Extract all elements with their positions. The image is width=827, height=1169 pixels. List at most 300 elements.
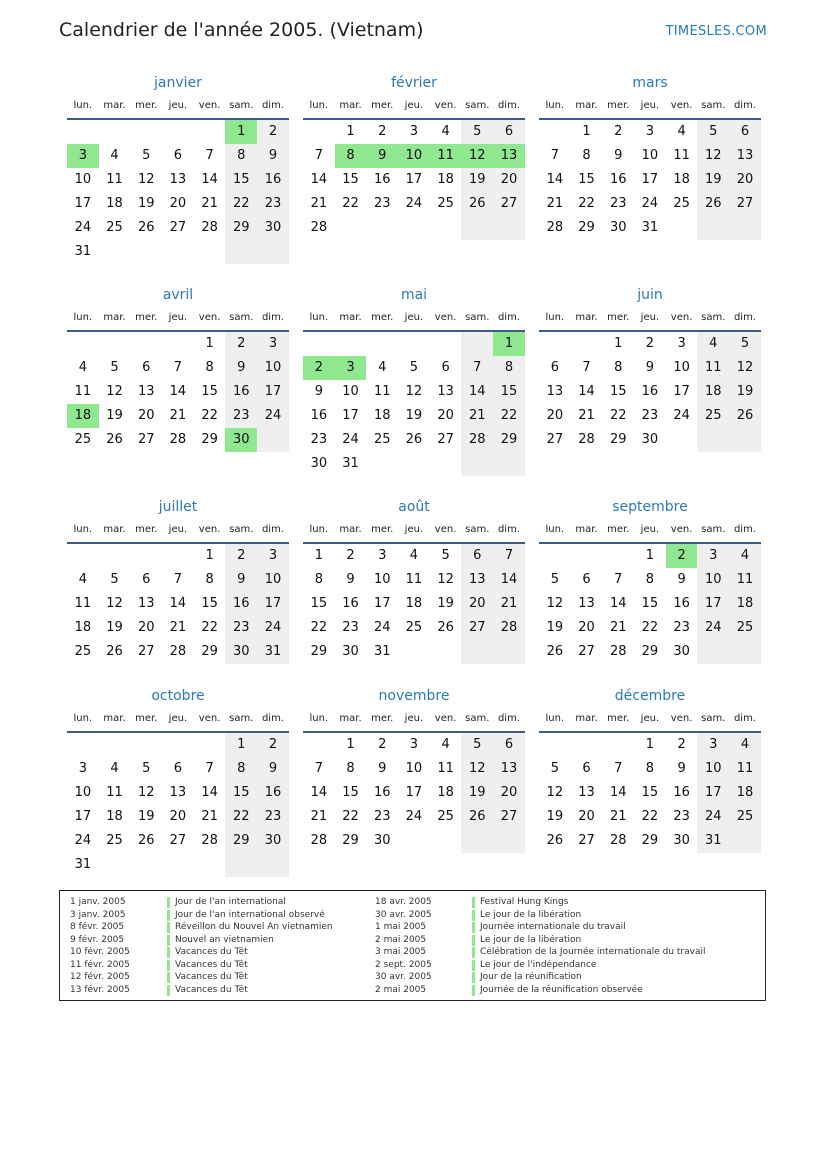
day-cell: 9 xyxy=(257,144,289,168)
day-cell: 26 xyxy=(106,432,123,447)
legend-color-bar xyxy=(167,935,170,946)
day-cell: 4 xyxy=(729,733,761,757)
day-cell: 21 xyxy=(546,196,564,211)
day-cell: 8 xyxy=(582,148,591,163)
day-cell: 27 xyxy=(169,220,187,235)
legend-row xyxy=(375,971,705,984)
empty-cell xyxy=(303,120,335,144)
day-cell: 20 xyxy=(437,408,454,423)
legend-color-bar xyxy=(167,947,170,958)
day-cell: 27 xyxy=(137,432,155,447)
day-cell: 28 xyxy=(609,644,627,659)
weekday-header xyxy=(303,306,525,332)
day-cell: 30 xyxy=(257,216,289,240)
day-cell: 3 xyxy=(257,332,289,356)
day-cell: 25 xyxy=(74,432,92,447)
day-cell: 29 xyxy=(225,829,257,853)
empty-cell xyxy=(99,332,131,356)
day-cell: 5 xyxy=(461,120,493,144)
day-cell: 2 xyxy=(225,332,257,356)
day-cell: 14 xyxy=(609,785,627,800)
day-cell: 17 xyxy=(697,592,729,616)
day-cell: 20 xyxy=(137,408,155,423)
day-cell: 21 xyxy=(201,196,218,211)
day-cell: 7 xyxy=(173,360,183,375)
empty-cell xyxy=(303,332,335,356)
weekday-header xyxy=(303,94,525,120)
weekday-label: sam. xyxy=(229,524,254,535)
empty-cell xyxy=(666,216,698,240)
day-cell: 6 xyxy=(173,761,183,776)
day-cell: 19 xyxy=(546,809,564,824)
day-cell: 31 xyxy=(373,644,391,659)
day-cell: 19 xyxy=(137,809,155,824)
weekday-label: mer. xyxy=(135,312,158,323)
legend-row xyxy=(70,896,333,909)
day-grid xyxy=(303,120,525,240)
day-cell: 8 xyxy=(614,360,623,375)
weekday-label: sam. xyxy=(229,312,254,323)
day-cell: 16 xyxy=(342,596,359,611)
day-cell: 15 xyxy=(225,168,257,192)
day-cell: 11 xyxy=(373,384,391,399)
empty-cell xyxy=(602,544,634,568)
day-cell: 13 xyxy=(729,144,761,168)
legend-row xyxy=(70,909,333,922)
day-cell: 5 xyxy=(142,761,151,776)
day-cell: 17 xyxy=(405,172,423,187)
empty-cell xyxy=(461,452,493,476)
legend-color-bar xyxy=(472,922,475,933)
day-cell: 26 xyxy=(546,644,564,659)
day-cell: 4 xyxy=(409,548,419,563)
month-name: avril xyxy=(162,287,194,303)
day-cell: 1 xyxy=(205,336,214,351)
day-cell: 12 xyxy=(546,785,564,800)
day-cell: 25 xyxy=(729,805,761,829)
weekday-label: dim. xyxy=(733,100,756,111)
day-cell: 23 xyxy=(609,196,627,211)
empty-cell xyxy=(461,829,493,853)
day-cell: 30 xyxy=(673,833,690,848)
day-cell: 12 xyxy=(106,596,123,611)
day-cell: 29 xyxy=(609,432,627,447)
day-cell: 15 xyxy=(578,172,595,187)
day-cell: 9 xyxy=(677,572,686,587)
day-cell: 10 xyxy=(697,568,729,592)
weekday-label: dim. xyxy=(261,312,284,323)
weekday-label: sam. xyxy=(465,713,490,724)
day-cell: 7 xyxy=(493,544,525,568)
day-cell: 10 xyxy=(673,360,690,375)
day-cell: 2 xyxy=(378,737,387,752)
day-grid xyxy=(67,544,289,664)
day-cell: 13 xyxy=(137,596,155,611)
legend-row xyxy=(375,946,705,959)
weekday-label: jeu. xyxy=(168,713,188,724)
legend-holiday-name: Célébration de la Journée internationale du travail xyxy=(480,947,706,957)
weekday-label: lun. xyxy=(73,524,93,535)
day-cell: 3 xyxy=(645,124,655,139)
legend-holiday-name: Journée internationale du travail xyxy=(480,922,626,932)
legend-holiday-name: Festival Hung Kings xyxy=(480,897,569,907)
empty-cell xyxy=(257,428,289,452)
day-grid xyxy=(539,544,761,664)
day-cell: 15 xyxy=(201,384,218,399)
day-cell: 23 xyxy=(673,809,690,824)
legend-color-bar xyxy=(167,922,170,933)
day-cell: 8 xyxy=(645,572,655,587)
legend-color-bar xyxy=(472,960,475,971)
weekday-label: lun. xyxy=(309,524,329,535)
empty-cell xyxy=(461,332,493,356)
day-cell: 21 xyxy=(310,196,328,211)
day-cell: 8 xyxy=(225,144,257,168)
weekday-label: mer. xyxy=(607,100,630,111)
month-block xyxy=(539,72,761,240)
day-cell: 27 xyxy=(578,644,595,659)
empty-cell xyxy=(99,120,131,144)
day-cell: 4 xyxy=(441,124,450,139)
day-cell: 12 xyxy=(437,572,454,587)
weekday-label: mar. xyxy=(575,524,598,535)
weekday-label: jeu. xyxy=(168,524,188,535)
day-cell: 26 xyxy=(729,404,761,428)
weekday-label: mer. xyxy=(607,524,630,535)
page-title: Calendrier de l'année 2005. (Vietnam) xyxy=(59,19,424,41)
day-grid xyxy=(303,733,525,853)
legend-date: 13 févr. 2005 xyxy=(70,984,130,995)
day-cell: 1 xyxy=(614,336,623,351)
day-cell: 18 xyxy=(729,781,761,805)
empty-cell xyxy=(461,216,493,240)
day-cell: 29 xyxy=(201,432,218,447)
legend-color-bar xyxy=(167,897,170,908)
day-cell: 18 xyxy=(106,809,123,824)
weekday-label: mer. xyxy=(607,312,630,323)
day-cell: 29 xyxy=(641,833,659,848)
day-cell: 22 xyxy=(641,620,659,635)
day-cell: 5 xyxy=(110,572,119,587)
empty-cell xyxy=(398,640,430,664)
weekday-label: mer. xyxy=(371,100,394,111)
empty-cell xyxy=(539,544,571,568)
day-cell: 5 xyxy=(441,548,450,563)
legend-color-bar xyxy=(472,985,475,996)
day-cell: 11 xyxy=(437,761,454,776)
legend-holiday-name: Réveillon du Nouvel An vietnamien xyxy=(175,922,333,932)
day-cell: 20 xyxy=(546,408,564,423)
empty-cell xyxy=(130,733,162,757)
day-cell: 27 xyxy=(461,616,493,640)
weekday-label: mar. xyxy=(575,713,598,724)
day-grid xyxy=(303,544,525,664)
empty-cell xyxy=(162,853,194,877)
day-cell: 17 xyxy=(257,380,289,404)
weekday-label: ven. xyxy=(198,524,221,535)
day-cell: 19 xyxy=(405,408,423,423)
day-cell: 10 xyxy=(641,148,659,163)
day-cell: 7 xyxy=(614,761,623,776)
day-cell: 22 xyxy=(641,809,659,824)
day-cell: 19 xyxy=(697,168,729,192)
day-cell: 29 xyxy=(578,220,595,235)
day-cell: 24 xyxy=(257,404,289,428)
day-cell: 31 xyxy=(641,220,659,235)
day-cell: 28 xyxy=(169,644,187,659)
day-cell: 10 xyxy=(74,785,92,800)
weekday-label: ven. xyxy=(670,100,693,111)
month-block xyxy=(539,284,761,452)
day-cell: 11 xyxy=(405,572,423,587)
day-cell: 9 xyxy=(225,568,257,592)
day-cell: 10 xyxy=(697,757,729,781)
day-cell: 4 xyxy=(441,737,450,752)
day-cell: 9 xyxy=(645,360,655,375)
legend-color-bar xyxy=(167,972,170,983)
day-cell: 20 xyxy=(169,809,187,824)
empty-cell xyxy=(67,544,99,568)
day-cell: 2 xyxy=(346,548,355,563)
day-cell: 9 xyxy=(366,144,398,168)
day-cell: 7 xyxy=(314,148,323,163)
day-cell: 13 xyxy=(169,172,187,187)
day-cell: 27 xyxy=(137,644,155,659)
day-cell: 13 xyxy=(461,568,493,592)
day-cell: 23 xyxy=(373,809,391,824)
day-cell: 13 xyxy=(169,785,187,800)
empty-cell xyxy=(335,332,367,356)
weekday-label: mar. xyxy=(339,100,362,111)
day-cell: 30 xyxy=(225,428,257,452)
day-cell: 10 xyxy=(373,572,391,587)
day-cell: 15 xyxy=(609,384,627,399)
empty-cell xyxy=(430,640,462,664)
day-cell: 5 xyxy=(550,761,559,776)
day-cell: 11 xyxy=(729,568,761,592)
weekday-header xyxy=(539,707,761,733)
month-block xyxy=(67,284,289,452)
empty-cell xyxy=(398,829,430,853)
day-cell: 7 xyxy=(314,761,323,776)
empty-cell xyxy=(571,332,603,356)
weekday-label: lun. xyxy=(545,713,565,724)
day-cell: 27 xyxy=(437,432,454,447)
legend-date: 9 févr. 2005 xyxy=(70,934,125,945)
day-cell: 7 xyxy=(173,572,183,587)
holiday-legend xyxy=(59,890,766,1001)
day-cell: 10 xyxy=(74,172,92,187)
weekday-label: sam. xyxy=(701,713,726,724)
day-cell: 24 xyxy=(342,432,359,447)
weekday-label: mar. xyxy=(575,100,598,111)
day-cell: 30 xyxy=(342,644,359,659)
day-cell: 21 xyxy=(201,809,218,824)
day-cell: 6 xyxy=(142,360,151,375)
month-name: novembre xyxy=(378,688,450,704)
day-cell: 21 xyxy=(578,408,595,423)
month-block xyxy=(67,72,289,264)
legend-row xyxy=(70,946,333,959)
day-cell: 11 xyxy=(729,757,761,781)
legend-row xyxy=(70,971,333,984)
legend-date: 8 févr. 2005 xyxy=(70,922,125,932)
weekday-label: mer. xyxy=(371,312,394,323)
empty-cell xyxy=(430,216,462,240)
empty-cell xyxy=(257,853,289,877)
legend-date: 2 sept. 2005 xyxy=(375,959,432,970)
weekday-label: jeu. xyxy=(640,312,660,323)
day-cell: 7 xyxy=(205,148,214,163)
day-cell: 10 xyxy=(342,384,359,399)
day-cell: 4 xyxy=(697,332,729,356)
day-cell: 27 xyxy=(546,432,564,447)
day-cell: 22 xyxy=(493,404,525,428)
empty-cell xyxy=(729,216,761,240)
day-cell: 16 xyxy=(609,172,627,187)
weekday-label: mar. xyxy=(103,312,126,323)
day-cell: 23 xyxy=(641,408,659,423)
weekday-label: jeu. xyxy=(640,100,660,111)
day-cell: 29 xyxy=(201,644,218,659)
empty-cell xyxy=(162,733,194,757)
day-cell: 24 xyxy=(697,805,729,829)
day-cell: 3 xyxy=(409,124,419,139)
day-grid xyxy=(67,733,289,877)
day-cell: 8 xyxy=(225,757,257,781)
day-cell: 11 xyxy=(673,148,690,163)
day-cell: 27 xyxy=(169,833,187,848)
day-cell: 16 xyxy=(373,785,391,800)
day-cell: 14 xyxy=(546,172,564,187)
day-cell: 2 xyxy=(225,544,257,568)
day-cell: 6 xyxy=(461,544,493,568)
day-cell: 18 xyxy=(437,172,454,187)
day-cell: 17 xyxy=(373,596,391,611)
day-cell: 3 xyxy=(677,336,686,351)
day-cell: 23 xyxy=(257,192,289,216)
month-name: juin xyxy=(637,287,663,303)
day-cell: 27 xyxy=(493,805,525,829)
legend-date: 2 mai 2005 xyxy=(375,934,427,945)
empty-cell xyxy=(130,853,162,877)
legend-column-left xyxy=(70,896,333,996)
legend-color-bar xyxy=(167,910,170,921)
day-cell: 26 xyxy=(461,805,493,829)
empty-cell xyxy=(602,733,634,757)
day-cell: 3 xyxy=(378,548,387,563)
day-cell: 15 xyxy=(225,781,257,805)
empty-cell xyxy=(430,452,462,476)
weekday-label: ven. xyxy=(670,713,693,724)
legend-color-bar xyxy=(472,897,475,908)
weekday-label: ven. xyxy=(198,100,221,111)
empty-cell xyxy=(398,216,430,240)
weekday-label: sam. xyxy=(701,312,726,323)
day-cell: 29 xyxy=(342,833,359,848)
day-cell: 28 xyxy=(169,432,187,447)
empty-cell xyxy=(162,240,194,264)
day-cell: 8 xyxy=(205,572,214,587)
day-cell: 9 xyxy=(257,757,289,781)
legend-date: 1 janv. 2005 xyxy=(70,897,126,907)
day-cell: 19 xyxy=(729,380,761,404)
day-cell: 11 xyxy=(430,144,462,168)
day-cell: 17 xyxy=(74,196,92,211)
empty-cell xyxy=(493,216,525,240)
site-link[interactable]: TIMESLES.COM xyxy=(665,24,767,39)
weekday-label: dim. xyxy=(497,100,520,111)
legend-holiday-name: Journée de la réunification observée xyxy=(480,984,643,995)
day-cell: 14 xyxy=(609,596,627,611)
empty-cell xyxy=(729,829,761,853)
day-cell: 15 xyxy=(342,785,359,800)
day-cell: 5 xyxy=(142,148,151,163)
day-cell: 15 xyxy=(641,596,659,611)
day-cell: 17 xyxy=(405,785,423,800)
day-cell: 1 xyxy=(645,548,655,563)
day-cell: 23 xyxy=(225,616,257,640)
weekday-label: ven. xyxy=(198,713,221,724)
day-cell: 16 xyxy=(257,168,289,192)
day-cell: 20 xyxy=(137,620,155,635)
legend-row xyxy=(375,909,705,922)
day-cell: 13 xyxy=(493,757,525,781)
weekday-label: lun. xyxy=(73,100,93,111)
day-cell: 16 xyxy=(310,408,328,423)
weekday-label: mar. xyxy=(103,524,126,535)
empty-cell xyxy=(697,640,729,664)
day-cell: 1 xyxy=(645,737,655,752)
day-cell: 24 xyxy=(405,196,423,211)
weekday-label: lun. xyxy=(545,524,565,535)
weekday-label: mar. xyxy=(575,312,598,323)
legend-holiday-name: Le jour de l'indépendance xyxy=(480,959,597,970)
legend-holiday-name: Vacances du Têt xyxy=(175,984,248,995)
month-block xyxy=(303,284,525,476)
day-cell: 26 xyxy=(405,432,423,447)
day-cell: 3 xyxy=(335,356,367,380)
day-cell: 25 xyxy=(373,432,391,447)
day-cell: 23 xyxy=(673,620,690,635)
day-cell: 22 xyxy=(201,408,218,423)
weekday-label: jeu. xyxy=(640,713,660,724)
month-block xyxy=(303,496,525,664)
empty-cell xyxy=(697,428,729,452)
day-cell: 2 xyxy=(677,737,686,752)
day-cell: 6 xyxy=(173,148,183,163)
weekday-label: jeu. xyxy=(168,312,188,323)
day-cell: 5 xyxy=(550,572,559,587)
month-name: août xyxy=(398,499,430,515)
day-cell: 17 xyxy=(74,809,92,824)
day-cell: 3 xyxy=(78,761,87,776)
weekday-header xyxy=(539,518,761,544)
day-cell: 25 xyxy=(673,196,690,211)
day-cell: 6 xyxy=(582,761,591,776)
empty-cell xyxy=(99,240,131,264)
weekday-label: dim. xyxy=(733,713,756,724)
day-cell: 3 xyxy=(697,544,729,568)
day-cell: 27 xyxy=(729,192,761,216)
day-cell: 22 xyxy=(609,408,627,423)
day-cell: 31 xyxy=(697,829,729,853)
empty-cell xyxy=(666,428,698,452)
day-cell: 25 xyxy=(405,620,423,635)
day-cell: 10 xyxy=(405,761,423,776)
empty-cell xyxy=(162,544,194,568)
empty-cell xyxy=(697,216,729,240)
